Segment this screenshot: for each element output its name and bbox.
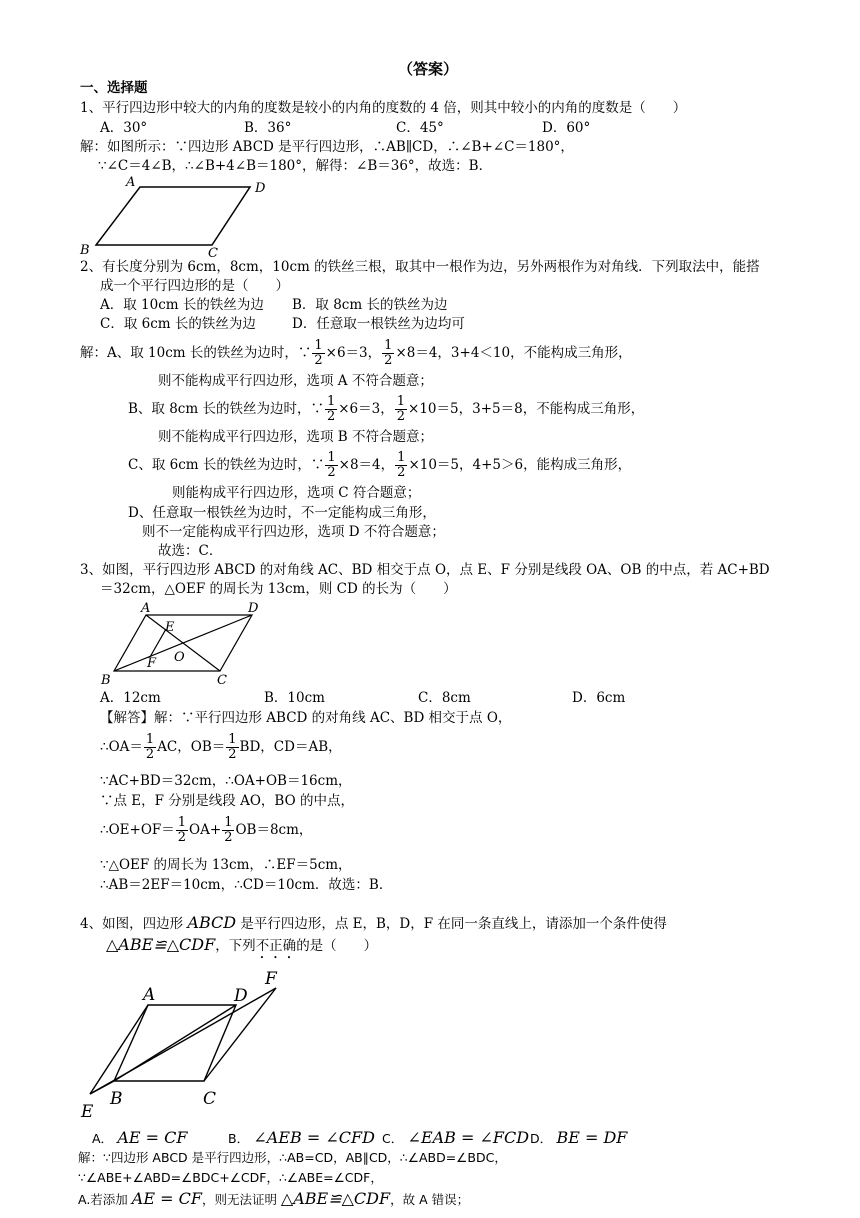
q1-option-c: C．45° — [396, 120, 444, 136]
q3-stem-line2: ＝32cm，△OEF 的周长为 13cm，则 CD 的长为（ ） — [100, 581, 457, 597]
section-heading: 一、选择题 — [80, 80, 148, 96]
q2-solution-d1: D、任意取一根铁丝为边时，不一定能构成三角形， — [128, 505, 436, 521]
q4-option-c: C． ∠EAB = ∠FCD — [382, 1128, 530, 1147]
q1-option-b: B．36° — [244, 120, 292, 136]
q3-option-d: D．6cm — [572, 690, 626, 706]
q4-solution-3: A.若添加 AE = CF，则无法证明 △ABE≌△CDF，故 A 错误； — [78, 1189, 470, 1208]
q2-option-c: C．取 6cm 长的铁丝为边 — [100, 316, 256, 332]
q1-solution-line2: ∵∠C＝4∠B，∴∠B+4∠B＝180°，解得：∠B＝36°，故选：B． — [98, 158, 493, 174]
q4-option-d: D． BE = DF — [530, 1128, 628, 1147]
q4-stem-line1: 4、如图，四边形 ABCD 是平行四边形，点 E，B，D，F 在同一条直线上，请添加一个条件使得 — [80, 913, 667, 932]
q3-label-f: F — [147, 656, 157, 671]
q3-solution-4: ∵点 E，F 分别是线段 AO，BO 的中点， — [100, 793, 354, 809]
q3-label-b: B — [101, 673, 111, 688]
q2-stem-line1: 2、有长度分别为 6cm，8cm，10cm 的铁丝三根，取其中一根作为边，另外两根作为对角线．下列取法中，能搭 — [80, 259, 760, 275]
q4-label-c: C — [203, 1089, 217, 1109]
q4-label-e: E — [81, 1102, 94, 1122]
q3-solution-6: ∵△OEF 的周长为 13cm，∴EF＝5cm， — [100, 857, 352, 873]
q4-label-a: A — [143, 985, 156, 1005]
q2-solution-d2: 则不一定能构成平行四边形，选项 D 不符合题意； — [142, 524, 445, 540]
q1-option-a: A．30° — [100, 120, 148, 136]
fraction: $\frac{1}{2}$ — [224, 815, 233, 845]
q1-solution-line1: 解：如图所示：∵四边形 ABCD 是平行四边形，∴AB∥CD，∴∠B+∠C＝180°， — [80, 139, 574, 155]
q1-stem: 1、平行四边形中较大的内角的度数是较小的内角的度数的 4 倍，则其中较小的内角的度数是（ ） — [80, 100, 687, 116]
q1-option-d: D．60° — [542, 120, 591, 136]
q3-stem-line1: 3、如图，平行四边形 ABCD 的对角线 AC、BD 相交于点 O，点 E、F 分别是线段 OA、OB 的中点，若 AC+BD — [80, 562, 770, 578]
q3-label-c: C — [217, 673, 227, 688]
q1-label-d: D — [255, 181, 266, 196]
q3-solution-5: ∴OE+OF＝ $\frac{1}{2}$ OA+ $\frac{1}{2}$ OB＝8cm， — [100, 815, 313, 845]
q2-solution-c: C、取 6cm 长的铁丝为边时，∵ $\frac{1}{2}$ ×8＝4， $\frac{1}{2}$ ×10＝5，4+5＞6，能构成三角形， — [128, 450, 632, 480]
q2-option-d: D．任意取一根铁丝为边均可 — [292, 316, 465, 332]
q2-option-b: B．取 8cm 长的铁丝为边 — [292, 297, 448, 313]
q4-label-f: F — [265, 969, 277, 989]
q3-label-e: E — [165, 620, 175, 635]
q3-label-o: O — [174, 650, 185, 665]
fraction: $\frac{1}{2}$ — [384, 338, 393, 368]
q1-label-a: A — [126, 175, 136, 190]
q2-solution-c2: 则能构成平行四边形，选项 C 符合题意； — [172, 485, 421, 501]
q1-label-c: C — [208, 246, 218, 261]
q3-solution-3: ∵AC+BD＝32cm，∴OA+OB＝16cm， — [100, 773, 352, 789]
q3-solution-1: 【解答】解：∵平行四边形 ABCD 的对角线 AC、BD 相交于点 O， — [100, 710, 512, 726]
page-title: （答案） — [398, 60, 459, 78]
fraction: $\frac{1}{2}$ — [177, 815, 187, 845]
q4-option-a: A． AE = CF — [92, 1128, 188, 1147]
q3-option-a: A．12cm — [100, 690, 161, 706]
q2-sa-pre: 解：A、取 10cm 长的铁丝为边时，∵ — [80, 345, 312, 361]
q2-solution-b: B、取 8cm 长的铁丝为边时，∵ $\frac{1}{2}$ ×6＝3， $\frac{1}{2}$ ×10＝5，3+5＝8，不能构成三角形， — [128, 394, 645, 424]
q4-solution-1: 解：∵四边形 ABCD 是平行四边形，∴AB=CD，AB∥CD，∴∠ABD=∠BDC， — [78, 1150, 507, 1165]
q2-option-a: A．取 10cm 长的铁丝为边 — [100, 297, 264, 313]
q2-solution-a2: 则不能构成平行四边形，选项 A 不符合题意； — [158, 373, 433, 389]
q3-option-b: B．10cm — [264, 690, 325, 706]
q4-stem-line2: △ABE≌△CDF，下列不正确的是（ ） — [106, 935, 378, 954]
q3-label-d: D — [248, 601, 259, 616]
fraction: $\frac{1}{2}$ — [228, 732, 237, 762]
fraction: $\frac{1}{2}$ — [326, 394, 336, 424]
q4-solution-2: ∵∠ABE+∠ABD=∠BDC+∠CDF，∴∠ABE=∠CDF， — [78, 1170, 383, 1185]
q3-solution-2: ∴OA＝ $\frac{1}{2}$ AC，OB＝ $\frac{1}{2}$ BD，CD＝AB， — [100, 732, 342, 762]
fraction: $\frac{1}{2}$ — [397, 450, 406, 480]
fraction: $\frac{1}{2}$ — [145, 732, 155, 762]
q2-solution-a: 解：A、取 10cm 长的铁丝为边时，∵ $\frac{1}{2}$ ×6＝3， $\frac{1}{2}$ ×8＝4，3+4＜10，不能构成三角形， — [80, 338, 632, 368]
q2-solution-b2: 则不能构成平行四边形，选项 B 不符合题意； — [158, 429, 434, 445]
q1-label-b: B — [80, 243, 90, 258]
fraction: $\frac{1}{2}$ — [314, 338, 323, 368]
q4-label-d: D — [234, 986, 248, 1006]
q3-solution-7: ∴AB＝2EF＝10cm，∴CD＝10cm．故选：B． — [100, 877, 393, 893]
q2-stem-line2: 成一个平行四边形的是（ ） — [100, 278, 289, 294]
fraction: $\frac{1}{2}$ — [327, 450, 336, 480]
q2-answer: 故选：C． — [158, 543, 223, 559]
q3-label-a: A — [141, 601, 151, 616]
q4-option-b: B． ∠AEB = ∠CFD — [228, 1128, 375, 1147]
fraction: $\frac{1}{2}$ — [396, 394, 406, 424]
q4-label-b: B — [110, 1089, 123, 1109]
q3-option-c: C．8cm — [418, 690, 471, 706]
